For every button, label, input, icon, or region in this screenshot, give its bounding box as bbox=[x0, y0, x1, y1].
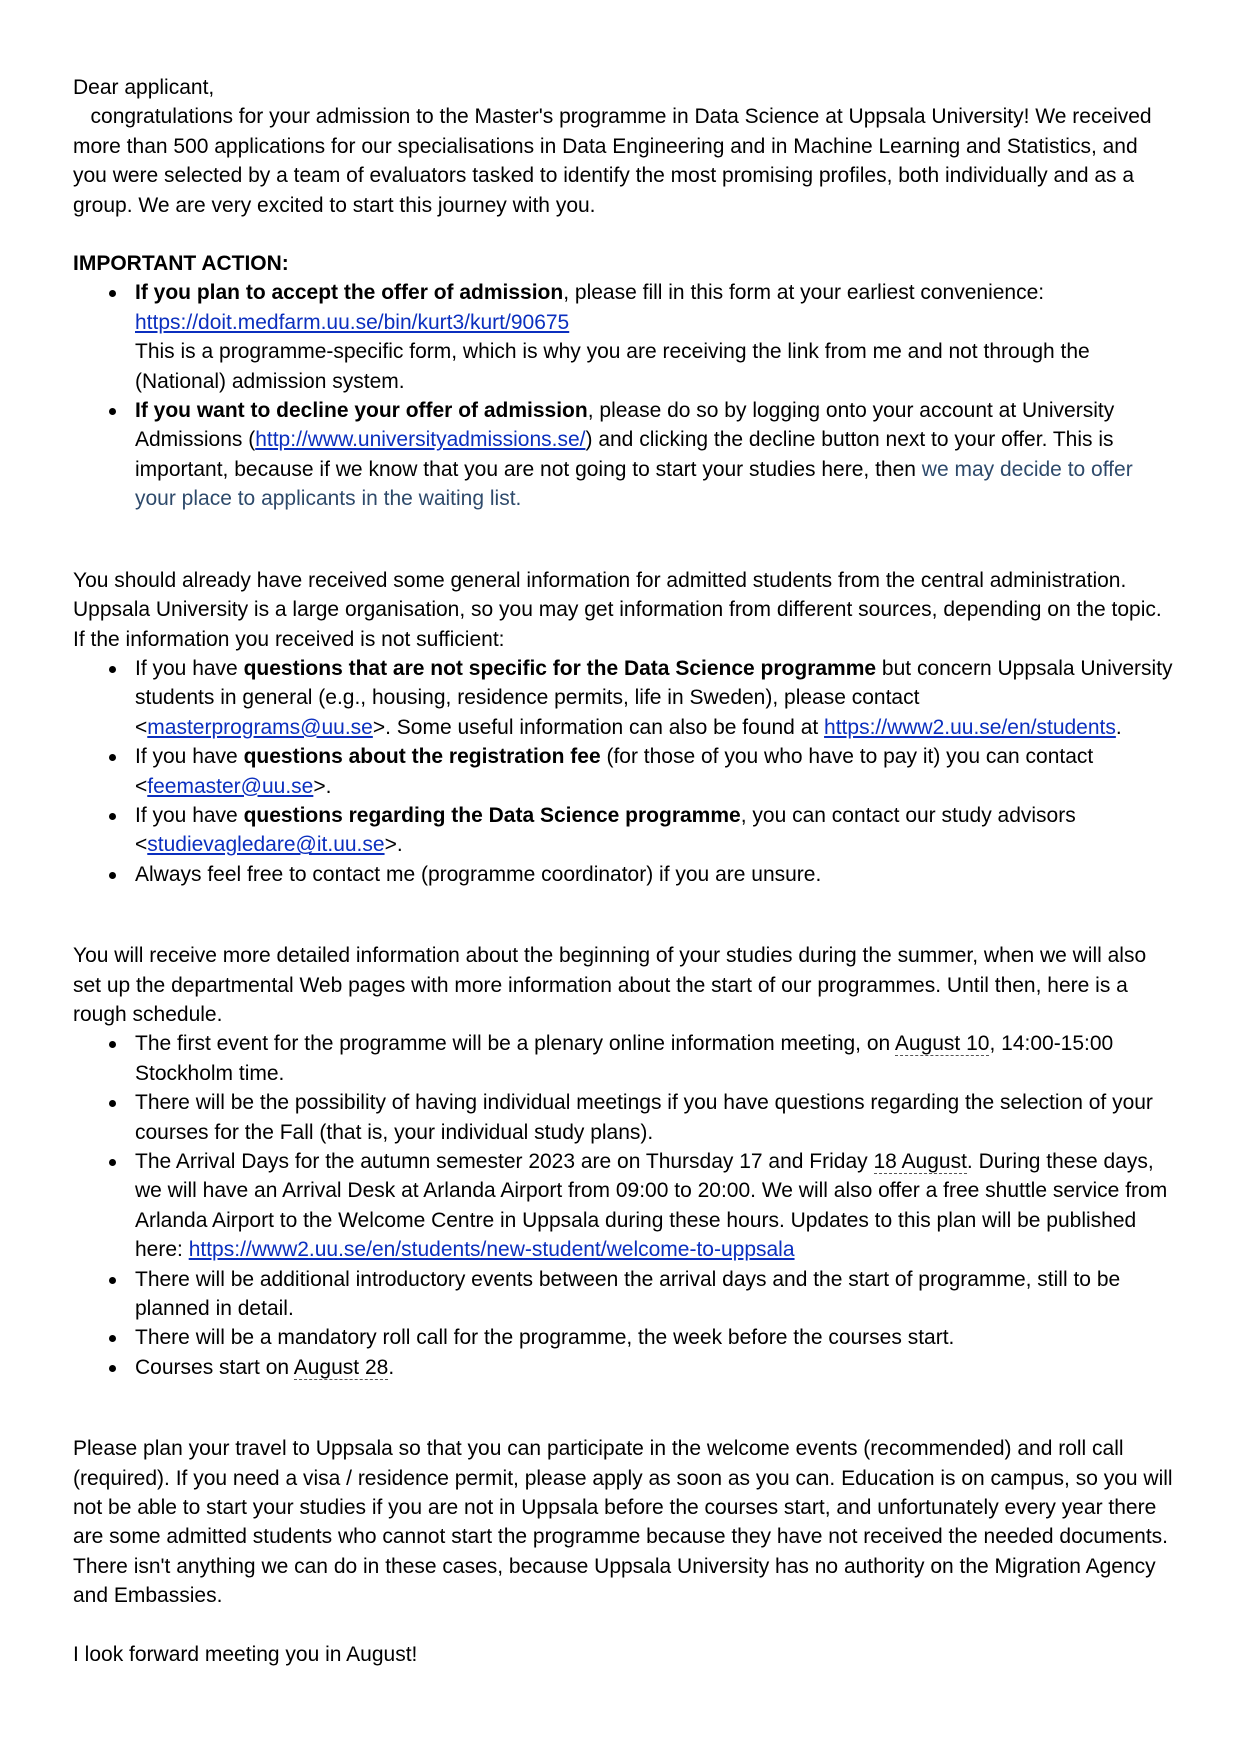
travel-paragraph: Please plan your travel to Uppsala so that you can participate in the welcome events (recommended) and roll call (required). If you need a visa / residence permit, please apply as soon as you can. Education is on campus, so you will not be able to start your studies if you are not in Uppsala before the courses start, and unfortunately every year there are some admitted students who cannot start the programme because they have not received the needed documents. There isn't anything we can do in these cases, because Uppsala University has no authority on the Migration Agency and Embassies. bbox=[73, 1437, 1173, 1608]
list-text: . bbox=[1115, 715, 1122, 739]
info-meeting-item bbox=[135, 1029, 1173, 1088]
list-text: >. bbox=[313, 774, 332, 798]
list-text: If you have bbox=[135, 803, 244, 827]
individual-meetings-item: There will be the possibility of having individual meetings if you have questions regarding the selection of your courses for the Fall (that is, your individual study plans). bbox=[135, 1088, 1173, 1147]
list-text: If you have bbox=[135, 656, 244, 680]
intro-paragraph bbox=[73, 102, 1173, 220]
spacer bbox=[73, 220, 1173, 249]
masterprograms-email-link[interactable]: masterprograms@uu.se bbox=[147, 715, 373, 739]
waiting-list-note: we may decide to offer your place to applicants in the waiting list. bbox=[135, 457, 1133, 511]
list-text: (for those of you who have to pay it) you can contact < bbox=[135, 745, 1094, 798]
courses-start-date: August 28 bbox=[293, 1355, 389, 1379]
fee-questions-bold: questions about the registration fee bbox=[243, 745, 601, 769]
spacer bbox=[73, 889, 1173, 941]
general-questions-item bbox=[135, 654, 1173, 742]
accept-text-2: This is a programme-specific form, which is why you are receiving the link from me and not through the (National) admission system. bbox=[135, 340, 1090, 393]
important-list bbox=[73, 278, 1173, 513]
list-text: >. Some useful information can also be found at bbox=[372, 715, 825, 739]
list-text: , you can contact our study advisors < bbox=[135, 803, 1076, 857]
intro-text: congratulations for your admission to the Master's programme in Data Science at Uppsala University! We received more than 500 applications for our specialisations in Data Engineering and in Machine Learning and Statistics, and you were selected by a team of evaluators tasked to identify the most promising profiles, both individually and as a group. We are very excited to start this journey with you. bbox=[73, 105, 1152, 217]
students-info-link[interactable]: https://www2.uu.se/en/students bbox=[824, 715, 1116, 739]
spacer bbox=[73, 1382, 1173, 1434]
accept-text-1: , please fill in this form at your earliest convenience: bbox=[563, 281, 1045, 305]
important-heading bbox=[73, 249, 1173, 278]
letter-body bbox=[73, 73, 1173, 1669]
list-text: The Arrival Days for the autumn semester 2023 are on Thursday 17 and Friday bbox=[135, 1150, 874, 1173]
list-text: . During these days, we will have an Arrival Desk at Arlanda Airport from 09:00 to 20:00. We will also offer a free shuttle service from Arlanda Airport to the Welcome Centre in Uppsala during these hours. Updates to this plan will be published here: bbox=[135, 1150, 1168, 1262]
info-meeting-date: August 10 bbox=[894, 1032, 990, 1056]
university-admissions-link[interactable]: http://www.universityadmissions.se/ bbox=[255, 428, 586, 452]
accept-bold: If you plan to accept the offer of admission bbox=[135, 281, 564, 305]
general-questions-bold: questions that are not specific for the Data Science programme bbox=[243, 656, 877, 680]
spacer bbox=[73, 514, 1173, 566]
list-text: Courses start on bbox=[135, 1355, 294, 1379]
accept-form-link[interactable]: https://doit.medfarm.uu.se/bin/kurt3/kurt/90675 bbox=[135, 310, 570, 334]
programme-questions-item bbox=[135, 801, 1173, 860]
decline-bold: If you want to decline your offer of admission bbox=[135, 399, 588, 423]
decline-text-1: , please do so by logging onto your account at University Admissions ( bbox=[135, 399, 1115, 452]
schedule-paragraph: You will receive more detailed information about the beginning of your studies during the summer, when we will also set up the departmental Web pages with more information about the start of our programmes. Until then, here is a rough schedule. bbox=[73, 944, 1147, 1026]
list-text: >. bbox=[384, 833, 403, 857]
list-text: If you have bbox=[135, 745, 244, 769]
studievagledare-email-link[interactable]: studievagledare@it.uu.se bbox=[147, 833, 385, 857]
important-heading-text: IMPORTANT ACTION: bbox=[73, 252, 289, 276]
list-text: but concern Uppsala University students in general (e.g., housing, residence permits, life in Sweden), please contact < bbox=[135, 656, 1173, 739]
list-text: The first event for the programme will be a plenary online information meeting, on bbox=[135, 1032, 895, 1056]
courses-start-item bbox=[135, 1353, 1173, 1382]
spacer bbox=[73, 1611, 1173, 1640]
feemaster-email-link[interactable]: feemaster@uu.se bbox=[147, 774, 314, 798]
closing-line: I look forward meeting you in August! bbox=[73, 1642, 418, 1666]
schedule-list bbox=[73, 1029, 1173, 1382]
decline-item bbox=[135, 396, 1173, 514]
welcome-to-uppsala-link[interactable]: https://www2.uu.se/en/students/new-student/welcome-to-uppsala bbox=[188, 1238, 795, 1262]
list-text: . bbox=[388, 1355, 395, 1379]
arrival-days-item bbox=[135, 1147, 1173, 1265]
greeting: Dear applicant, bbox=[73, 76, 215, 99]
roll-call-item: There will be a mandatory roll call for the programme, the week before the courses start. bbox=[135, 1323, 1173, 1352]
arrival-date: 18 August bbox=[873, 1150, 967, 1173]
decline-text-2: ) and clicking the decline button next to your offer. This is important, because if we know that you are not going to start your studies here, then bbox=[135, 428, 1114, 481]
fee-questions-item bbox=[135, 742, 1173, 801]
contacts-list bbox=[73, 654, 1173, 889]
info-paragraph: You should already have received some general information for admitted students from the central administration. Uppsala University is a large organisation, so you may get information from different sources, depending on the topic. If the information you received is not sufficient: bbox=[73, 568, 1162, 651]
list-text: , 14:00-15:00 Stockholm time. bbox=[135, 1032, 1114, 1085]
programme-questions-bold: questions regarding the Data Science programme bbox=[243, 803, 741, 827]
introductory-events-item: There will be additional introductory events between the arrival days and the start of programme, still to be planned in detail. bbox=[135, 1265, 1173, 1324]
coordinator-item: Always feel free to contact me (programme coordinator) if you are unsure. bbox=[135, 860, 1173, 889]
accept-item bbox=[135, 278, 1173, 396]
